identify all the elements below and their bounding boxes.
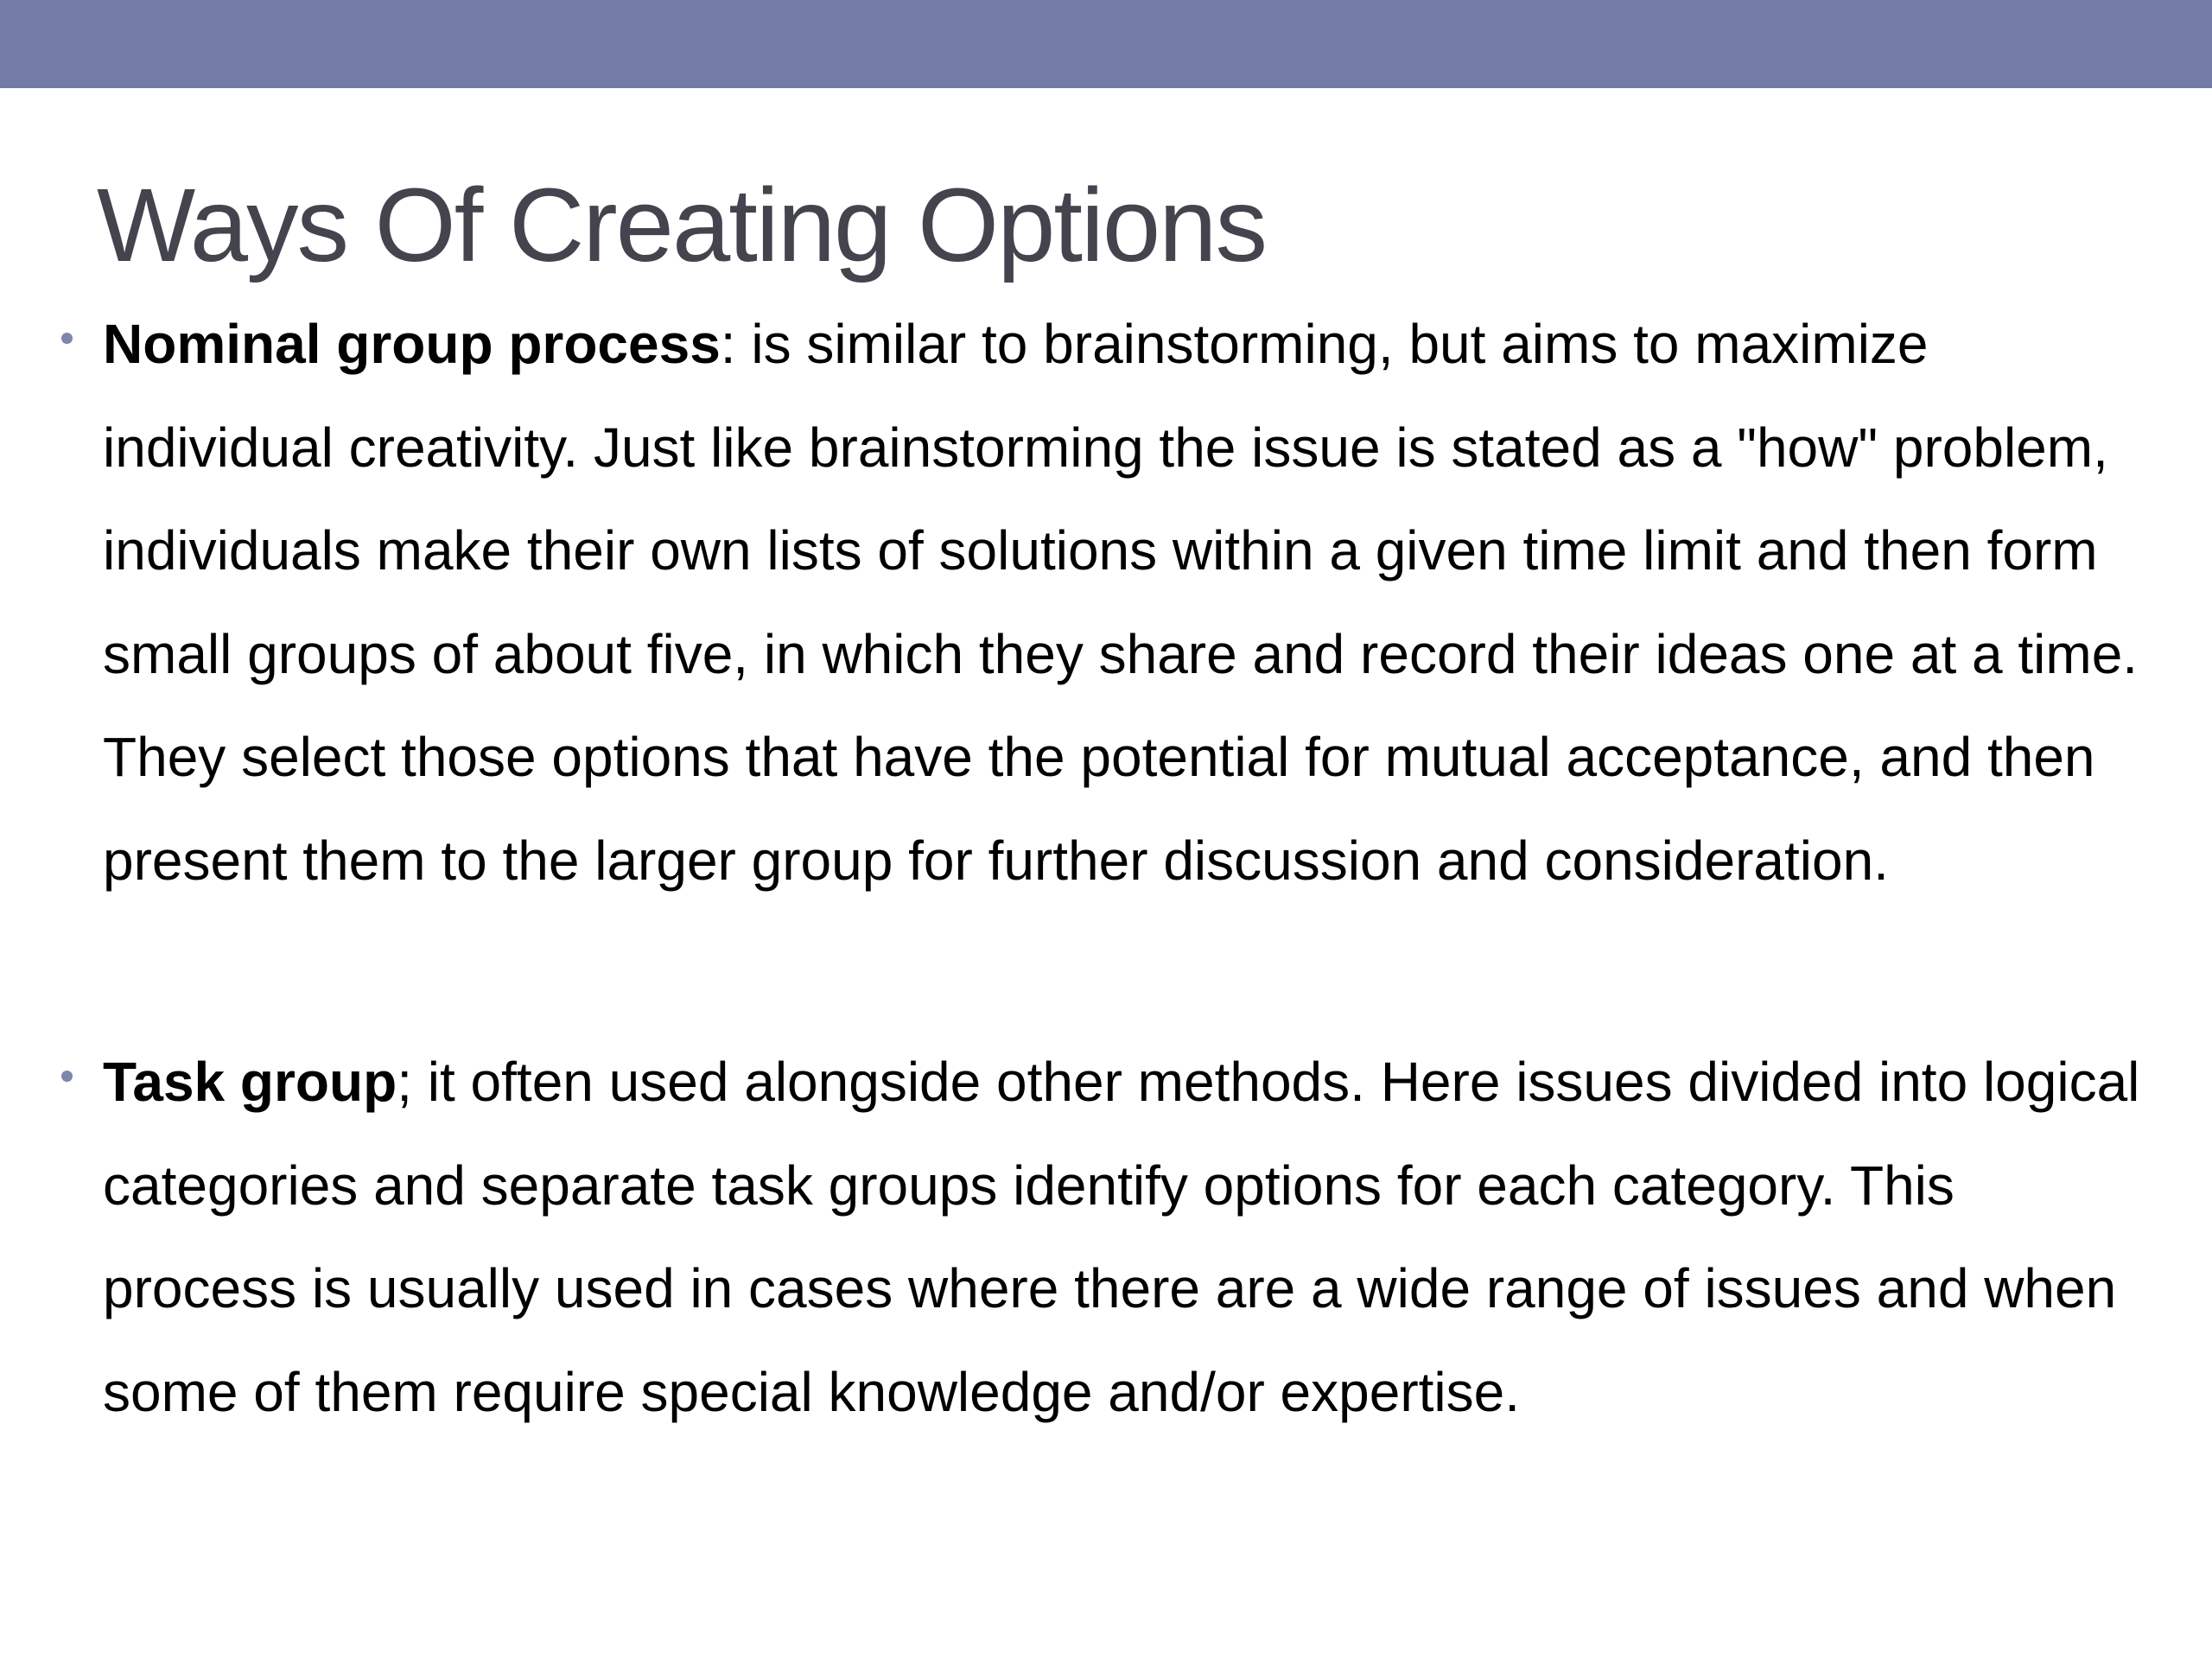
slide-title: Ways Of Creating Options <box>97 166 1266 283</box>
bullet-term: Task group <box>103 1051 397 1113</box>
bullet-item-task-group <box>103 1031 2142 1444</box>
bullet-icon <box>61 333 73 344</box>
bullet-term: Nominal group process <box>103 313 721 375</box>
bullet-text: : is similar to brainstorming, but aims to maximize individual creativity. Just like brainstorming the issue is stated as a "how" problem, individuals make their own lists of solutions within a given time limit and then form small groups of about five, in which they share and record their ideas one at a time. They select those options that have the potential for mutual acceptance, and then present them to the larger group for further discussion and consideration. <box>103 313 2139 892</box>
slide-top-bar <box>0 0 2212 88</box>
bullet-icon <box>61 1071 73 1082</box>
bullet-text: ; it often used alongside other methods. Here issues divided into logical categories and separate task groups identify options for each category. This process is usually used in cases where there are a wide range of issues and when some of them require special knowledge and/or expertise. <box>103 1051 2140 1423</box>
bullet-item-nominal-group-process <box>103 293 2142 912</box>
